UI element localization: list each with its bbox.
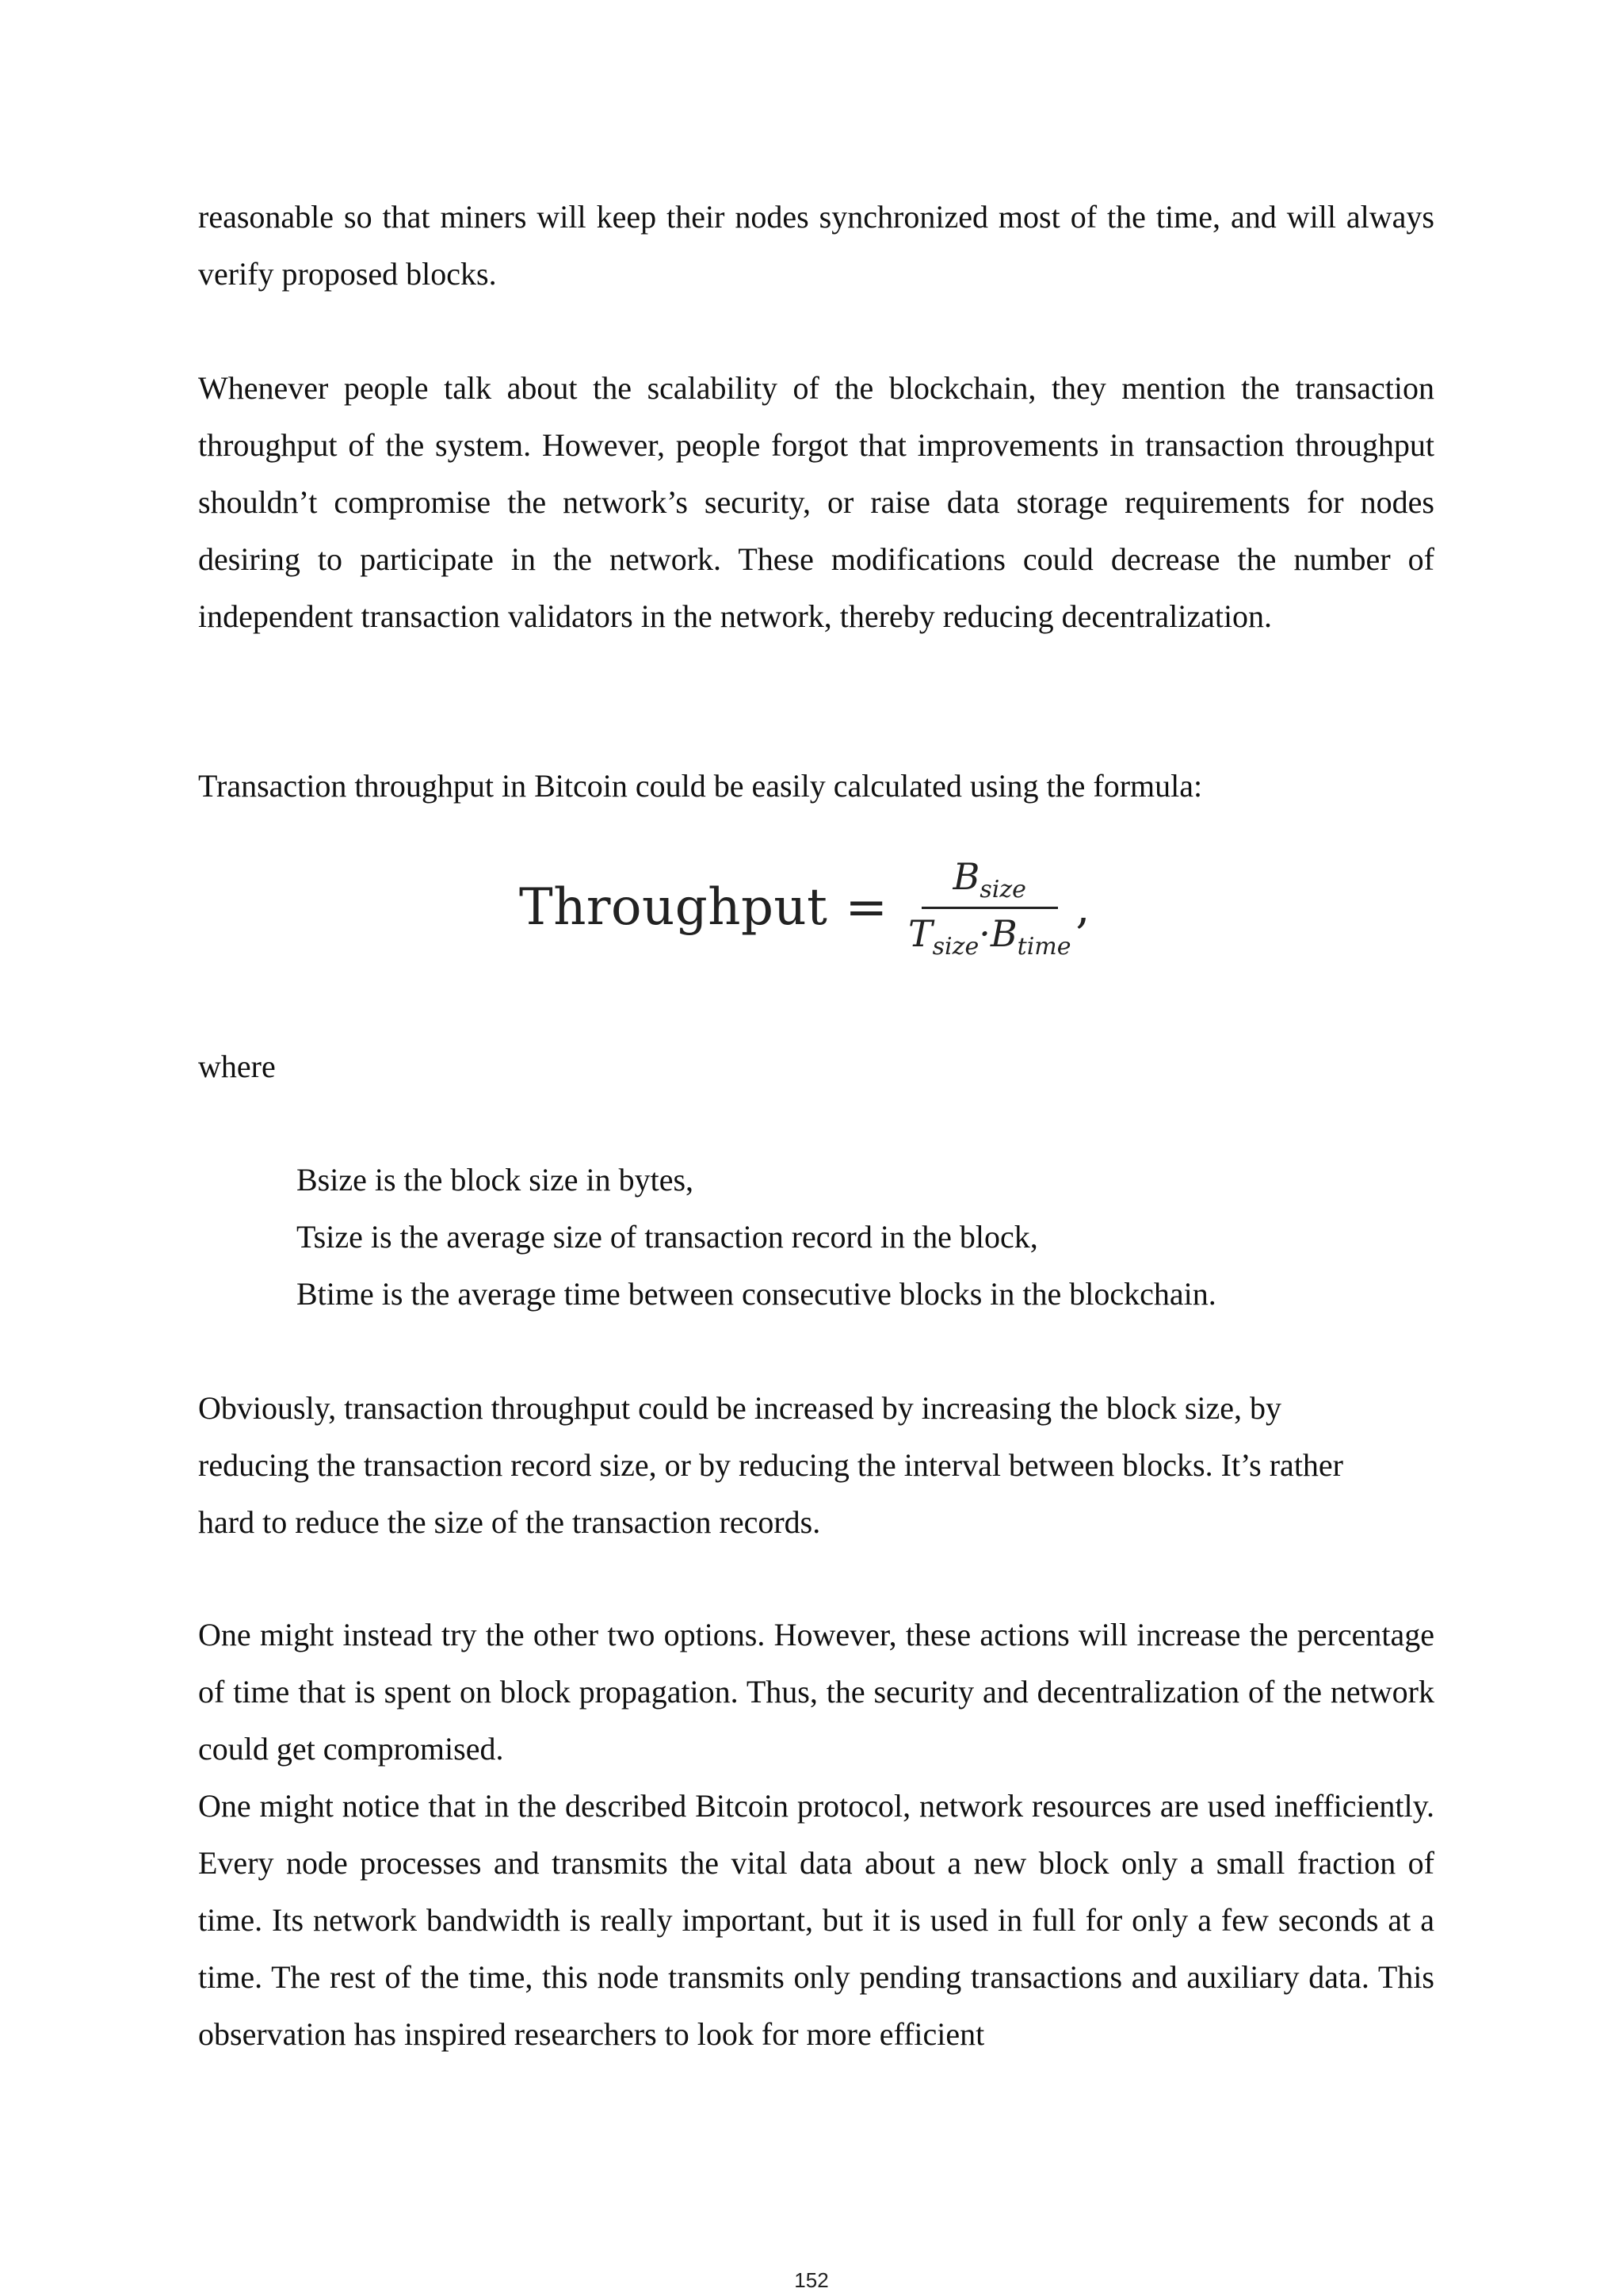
paragraph-4: Obviously, transaction throughput could be increased by increasing the block size, by reducing the transaction record size, or by reducing the interval between blocks. It’s rather hard to reduce the size of the transaction records. <box>198 1390 1343 1540</box>
denominator-dot: · <box>979 911 991 955</box>
paragraph-6: One might notice that in the described Bitcoin protocol, network resources are used inefficiently. Every node processes and transmits the vital data about a new block only a small fraction of time. Its network bandwidth is really important, but it is used in full for only a few seconds at a time. The rest of the time, this node transmits only pending transactions and auxiliary data. This observation has inspired researchers to look for more efficient <box>198 1788 1434 2052</box>
definition-list <box>296 1152 1216 1323</box>
page-number: 152 <box>794 2268 829 2292</box>
definition-bsize: Bsize is the block size in bytes, <box>296 1162 694 1198</box>
numerator-subscript: size <box>980 875 1026 904</box>
formula-equals: = <box>845 878 888 937</box>
paragraph-3: Transaction throughput in Bitcoin could be easily calculated using the formula: <box>198 768 1203 804</box>
throughput-formula <box>519 854 1090 961</box>
formula-comma: , <box>1075 881 1090 934</box>
formula-fraction <box>908 855 1071 961</box>
numerator-base: B <box>953 854 980 898</box>
definition-btime: Btime is the average time between consecutive blocks in the blockchain. <box>296 1276 1216 1312</box>
paragraph-1: reasonable so that miners will keep their nodes synchronized most of the time, and will always verify proposed blocks. <box>198 199 1434 292</box>
denominator-base-2: B <box>990 911 1018 955</box>
definition-tsize: Tsize is the average size of transaction record in the block, <box>296 1219 1038 1255</box>
formula-numerator <box>922 855 1058 909</box>
denominator-subscript-1: size <box>932 932 980 961</box>
formula-lhs: Throughput <box>519 878 828 937</box>
denominator-subscript-2: time <box>1017 932 1071 961</box>
paragraph-2: Whenever people talk about the scalability of the blockchain, they mention the transaction throughput of the system. However, people forgot that improvements in transaction throughput shouldn’t compromise the network’s security, or raise data storage requirements for nodes desiring to participate in the network. These modifications could decrease the number of independent transaction validators in the network, thereby reducing decentralization. <box>198 370 1434 634</box>
formula-denominator <box>908 909 1071 961</box>
where-label: where <box>198 1049 276 1084</box>
paragraph-5: One might instead try the other two options. However, these actions will increase the percentage of time that is spent on block propagation. Thus, the security and decentralization of the network could get compromised. <box>198 1617 1434 1767</box>
denominator-base-1: T <box>907 911 933 955</box>
